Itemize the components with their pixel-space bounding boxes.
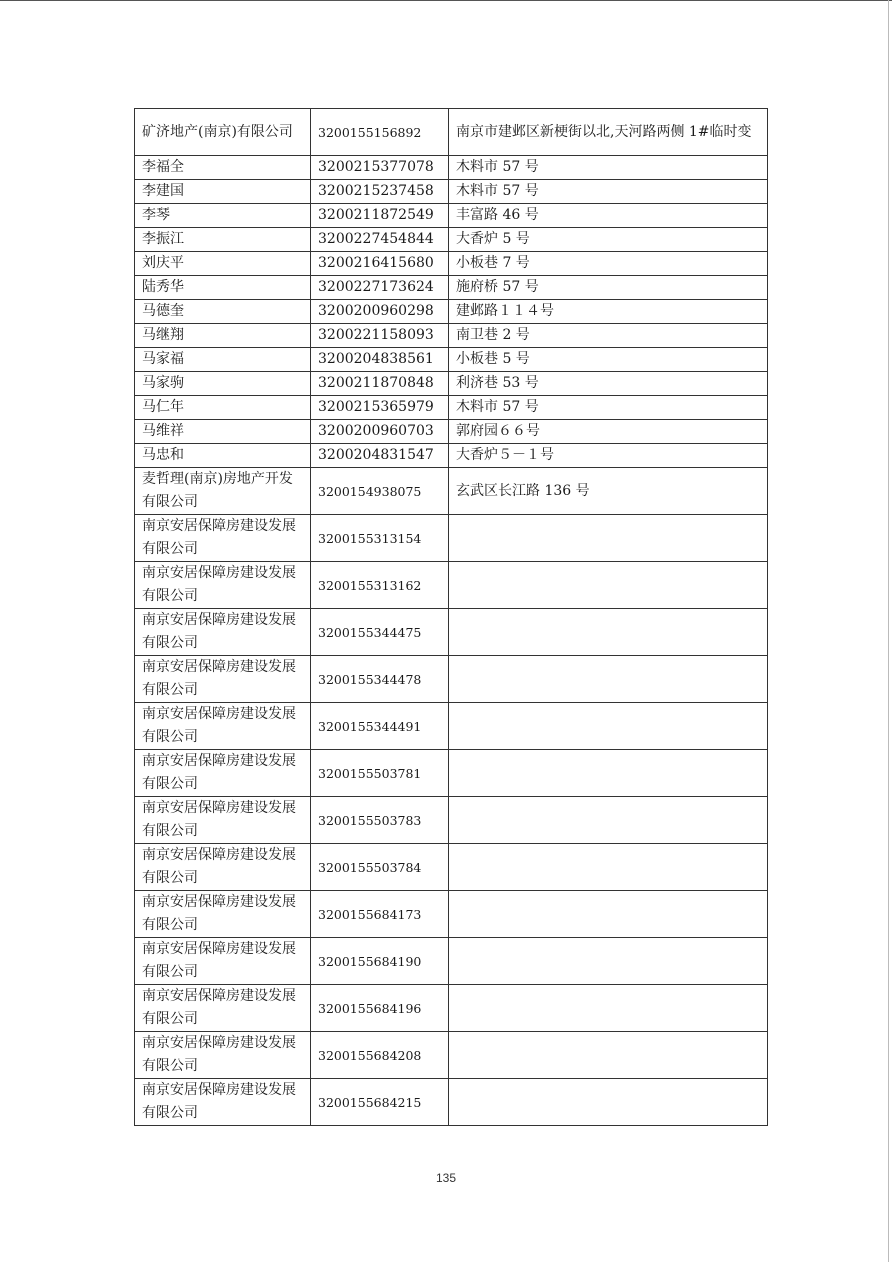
code-cell: 3200216415680	[311, 252, 449, 276]
name-cell: 麦哲理(南京)房地产开发有限公司	[135, 468, 311, 515]
table-row	[135, 324, 768, 348]
address-cell: 木料市 57 号	[449, 396, 768, 420]
code-cell: 3200215377078	[311, 156, 449, 180]
address-cell: 南京市建邺区新梗街以北,天河路两侧 1#临时变	[449, 109, 768, 156]
table-row	[135, 938, 768, 985]
code-cell: 3200155344491	[311, 703, 449, 750]
table-row	[135, 180, 768, 204]
code-cell: 3200155313162	[311, 562, 449, 609]
table-row	[135, 300, 768, 324]
code-cell: 3200155156892	[311, 109, 449, 156]
code-cell: 3200155313154	[311, 515, 449, 562]
table-row	[135, 228, 768, 252]
name-cell: 马维祥	[135, 420, 311, 444]
address-cell	[449, 938, 768, 985]
name-cell: 南京安居保障房建设发展有限公司	[135, 750, 311, 797]
name-cell: 马继翔	[135, 324, 311, 348]
name-cell: 南京安居保障房建设发展有限公司	[135, 703, 311, 750]
code-cell: 3200155344478	[311, 656, 449, 703]
address-cell	[449, 609, 768, 656]
code-cell: 3200155503781	[311, 750, 449, 797]
address-cell: 小板巷 7 号	[449, 252, 768, 276]
address-cell	[449, 797, 768, 844]
table-row	[135, 468, 768, 515]
code-cell: 3200227173624	[311, 276, 449, 300]
code-cell: 3200155684190	[311, 938, 449, 985]
address-cell	[449, 656, 768, 703]
table-row	[135, 1032, 768, 1079]
table-row	[135, 372, 768, 396]
code-cell: 3200211870848	[311, 372, 449, 396]
table-row	[135, 420, 768, 444]
code-cell: 3200155684196	[311, 985, 449, 1032]
address-cell: 玄武区长江路 136 号	[449, 468, 768, 515]
address-cell	[449, 515, 768, 562]
code-cell: 3200155503783	[311, 797, 449, 844]
table-row	[135, 703, 768, 750]
table-row	[135, 609, 768, 656]
name-cell: 李福全	[135, 156, 311, 180]
address-cell: 郭府园６６号	[449, 420, 768, 444]
page-number: 135	[435, 1171, 457, 1185]
code-cell: 3200227454844	[311, 228, 449, 252]
name-cell: 矿济地产(南京)有限公司	[135, 109, 311, 156]
address-cell: 建邺路１１４号	[449, 300, 768, 324]
address-cell	[449, 703, 768, 750]
code-cell: 3200155503784	[311, 844, 449, 891]
address-cell: 利济巷 53 号	[449, 372, 768, 396]
code-cell: 3200200960298	[311, 300, 449, 324]
address-cell: 丰富路 46 号	[449, 204, 768, 228]
table-row	[135, 252, 768, 276]
address-cell	[449, 750, 768, 797]
name-cell: 南京安居保障房建设发展有限公司	[135, 1032, 311, 1079]
address-cell: 南卫巷 2 号	[449, 324, 768, 348]
code-cell: 3200204838561	[311, 348, 449, 372]
code-cell: 3200155684215	[311, 1079, 449, 1126]
name-cell: 陆秀华	[135, 276, 311, 300]
address-cell	[449, 891, 768, 938]
address-cell	[449, 1079, 768, 1126]
table-row	[135, 109, 768, 156]
table-row	[135, 891, 768, 938]
name-cell: 南京安居保障房建设发展有限公司	[135, 515, 311, 562]
table-row	[135, 844, 768, 891]
address-cell	[449, 562, 768, 609]
name-cell: 李建国	[135, 180, 311, 204]
address-cell: 大香炉５－１号	[449, 444, 768, 468]
name-cell: 南京安居保障房建设发展有限公司	[135, 609, 311, 656]
name-cell: 南京安居保障房建设发展有限公司	[135, 891, 311, 938]
address-cell: 小板巷 5 号	[449, 348, 768, 372]
table-row	[135, 348, 768, 372]
code-cell: 3200204831547	[311, 444, 449, 468]
name-cell: 南京安居保障房建设发展有限公司	[135, 656, 311, 703]
name-cell: 马德奎	[135, 300, 311, 324]
table-row	[135, 444, 768, 468]
address-cell: 木料市 57 号	[449, 180, 768, 204]
address-cell: 木料市 57 号	[449, 156, 768, 180]
name-cell: 南京安居保障房建设发展有限公司	[135, 797, 311, 844]
name-cell: 南京安居保障房建设发展有限公司	[135, 985, 311, 1032]
name-cell: 马家福	[135, 348, 311, 372]
table-row	[135, 396, 768, 420]
name-cell: 李振江	[135, 228, 311, 252]
name-cell: 刘庆平	[135, 252, 311, 276]
code-cell: 3200154938075	[311, 468, 449, 515]
page-top-border	[0, 0, 892, 1]
code-cell: 3200221158093	[311, 324, 449, 348]
table-row	[135, 797, 768, 844]
records-table	[134, 108, 768, 1126]
name-cell: 马仁年	[135, 396, 311, 420]
table-row	[135, 156, 768, 180]
code-cell: 3200155684208	[311, 1032, 449, 1079]
code-cell: 3200215237458	[311, 180, 449, 204]
table-row	[135, 750, 768, 797]
address-cell: 大香炉 5 号	[449, 228, 768, 252]
code-cell: 3200211872549	[311, 204, 449, 228]
name-cell: 李琴	[135, 204, 311, 228]
address-cell	[449, 844, 768, 891]
name-cell: 马忠和	[135, 444, 311, 468]
address-cell	[449, 985, 768, 1032]
address-cell: 施府桥 57 号	[449, 276, 768, 300]
table-row	[135, 276, 768, 300]
name-cell: 南京安居保障房建设发展有限公司	[135, 562, 311, 609]
name-cell: 南京安居保障房建设发展有限公司	[135, 1079, 311, 1126]
code-cell: 3200155684173	[311, 891, 449, 938]
table-row	[135, 515, 768, 562]
name-cell: 马家驹	[135, 372, 311, 396]
name-cell: 南京安居保障房建设发展有限公司	[135, 844, 311, 891]
table-row	[135, 985, 768, 1032]
table-row	[135, 656, 768, 703]
table-row	[135, 562, 768, 609]
code-cell: 3200200960703	[311, 420, 449, 444]
table-row	[135, 1079, 768, 1126]
name-cell: 南京安居保障房建设发展有限公司	[135, 938, 311, 985]
page-right-border	[888, 0, 889, 1262]
code-cell: 3200215365979	[311, 396, 449, 420]
table-row	[135, 204, 768, 228]
address-cell	[449, 1032, 768, 1079]
code-cell: 3200155344475	[311, 609, 449, 656]
